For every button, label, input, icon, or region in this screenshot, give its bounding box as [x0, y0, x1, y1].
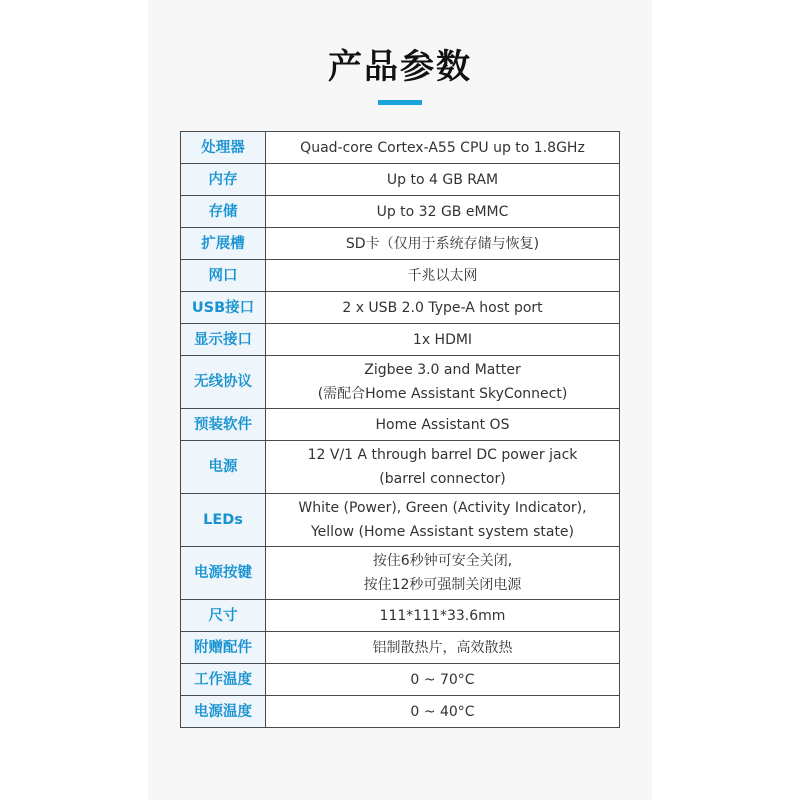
spec-row	[181, 600, 620, 632]
spec-label: 显示接口	[181, 324, 266, 356]
page-title: 产品参数	[328, 47, 472, 87]
spec-row	[181, 632, 620, 664]
spec-value	[266, 324, 620, 356]
spec-value-line: Up to 4 GB RAM	[386, 171, 499, 188]
spec-label: 无线协议	[181, 356, 266, 409]
spec-value	[266, 441, 620, 494]
spec-value-line: 0 ~ 70°C	[410, 671, 475, 688]
spec-row	[181, 409, 620, 441]
spec-value	[266, 494, 620, 547]
spec-value	[266, 164, 620, 196]
spec-row	[181, 324, 620, 356]
spec-value-line: Yellow (Home Assistant system state)	[310, 524, 575, 540]
spec-row	[181, 494, 620, 547]
spec-label: 扩展槽	[181, 228, 266, 260]
spec-row	[181, 228, 620, 260]
spec-value-line: 千兆以太网	[407, 267, 478, 284]
spec-value-line: 111*111*33.6mm	[379, 607, 506, 624]
spec-label: 处理器	[181, 132, 266, 164]
spec-label: USB接口	[181, 292, 266, 324]
spec-row	[181, 260, 620, 292]
spec-value-line: Zigbee 3.0 and Matter	[364, 362, 521, 378]
spec-label: 预装软件	[181, 409, 266, 441]
spec-label: LEDs	[181, 494, 266, 547]
spec-value	[266, 600, 620, 632]
spec-label: 工作温度	[181, 664, 266, 696]
spec-label: 电源按键	[181, 547, 266, 600]
spec-value-line: 2 x USB 2.0 Type-A host port	[342, 299, 543, 316]
spec-value	[266, 409, 620, 441]
spec-value-line: 铝制散热片，高效散热	[372, 639, 513, 656]
spec-value-line: 0 ~ 40°C	[410, 703, 475, 720]
spec-value-line: (需配合Home Assistant SkyConnect)	[317, 386, 568, 402]
spec-value	[266, 632, 620, 664]
spec-value-line: Home Assistant OS	[375, 416, 510, 433]
spec-value-line: 1x HDMI	[412, 331, 473, 348]
spec-row	[181, 664, 620, 696]
spec-row	[181, 164, 620, 196]
spec-row	[181, 696, 620, 728]
spec-value-line: 按住12秒可强制关闭电源	[363, 577, 522, 593]
spec-value	[266, 356, 620, 409]
spec-value	[266, 132, 620, 164]
spec-label: 电源温度	[181, 696, 266, 728]
spec-value	[266, 696, 620, 728]
spec-value	[266, 292, 620, 324]
spec-label: 附赠配件	[181, 632, 266, 664]
spec-value-line: 按住6秒钟可安全关闭,	[372, 553, 513, 569]
spec-value-line: SD卡（仅用于系统存储与恢复)	[345, 235, 540, 252]
spec-row	[181, 132, 620, 164]
spec-value-line: White (Power), Green (Activity Indicator),	[298, 500, 587, 516]
spec-row	[181, 196, 620, 228]
spec-row	[181, 356, 620, 409]
spec-label: 存储	[181, 196, 266, 228]
spec-row	[181, 292, 620, 324]
spec-value	[266, 664, 620, 696]
spec-value-line: 12 V/1 A through barrel DC power jack	[307, 447, 578, 463]
spec-value-line: (barrel connector)	[379, 471, 506, 487]
spec-value-line: Quad-core Cortex-A55 CPU up to 1.8GHz	[300, 139, 585, 156]
spec-label: 电源	[181, 441, 266, 494]
spec-table	[180, 131, 620, 728]
spec-label: 尺寸	[181, 600, 266, 632]
spec-value-line: Up to 32 GB eMMC	[376, 203, 509, 220]
spec-row	[181, 547, 620, 600]
spec-label: 内存	[181, 164, 266, 196]
spec-table-body	[181, 132, 620, 728]
title-underline	[378, 100, 422, 105]
spec-label: 网口	[181, 260, 266, 292]
spec-value	[266, 196, 620, 228]
spec-row	[181, 441, 620, 494]
spec-value	[266, 547, 620, 600]
spec-value	[266, 228, 620, 260]
spec-value	[266, 260, 620, 292]
